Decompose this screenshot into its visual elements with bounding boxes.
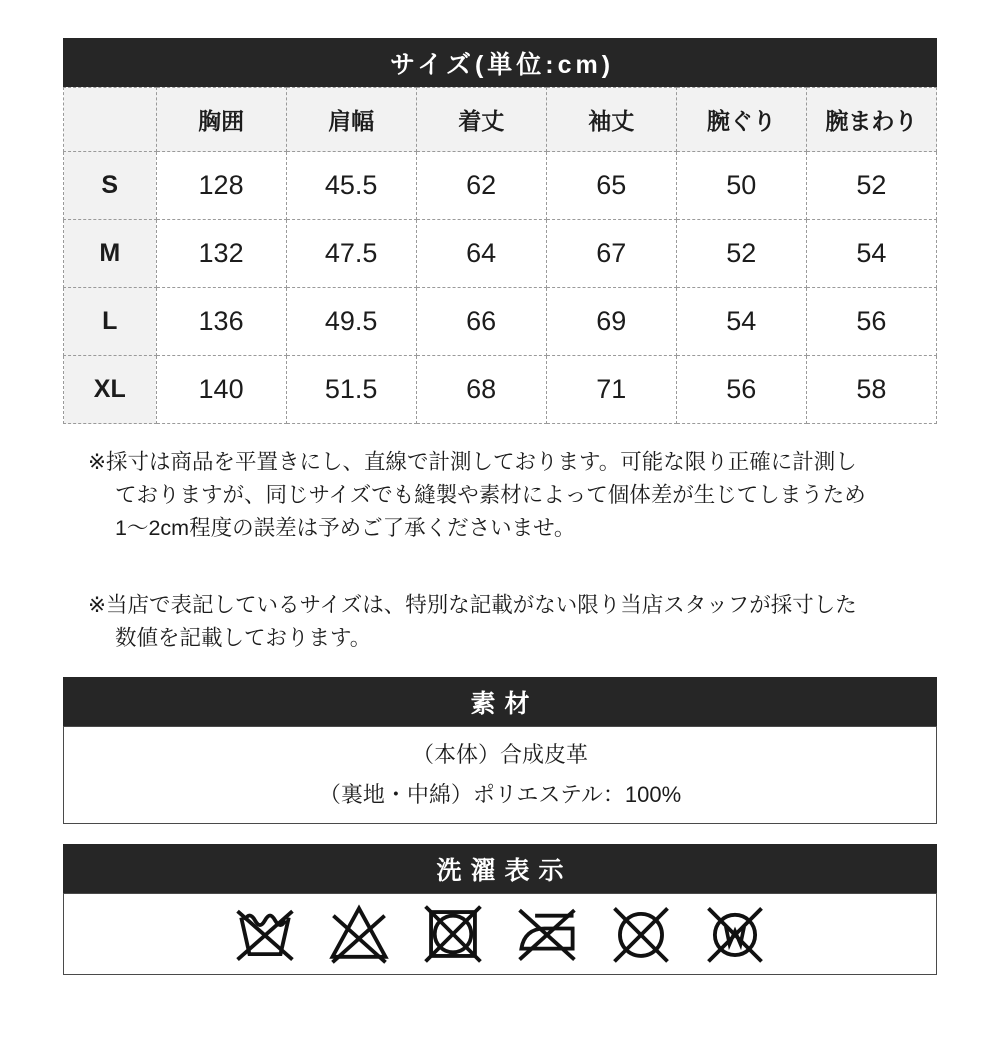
table-cell: 64 — [416, 220, 546, 288]
laundry-section-title: 洗濯表示 — [436, 856, 573, 885]
do-not-bleach-icon — [327, 902, 391, 966]
table-row-xl — [64, 356, 937, 424]
column-header-chest: 胸囲 — [156, 88, 286, 152]
note-line: 1〜2cm程度の誤差は予めご了承くださいませ。 — [115, 516, 576, 540]
table-cell: 49.5 — [286, 288, 416, 356]
table-cell: 71 — [546, 356, 676, 424]
table-row-l — [64, 288, 937, 356]
table-cell: 132 — [156, 220, 286, 288]
laundry-icons-box — [63, 893, 937, 975]
table-row-m — [64, 220, 937, 288]
material-body-line: （本体）合成皮革 — [411, 742, 588, 767]
measurement-note-1 — [63, 446, 937, 545]
table-cell: 68 — [416, 356, 546, 424]
column-header-arm-circumference: 腕まわり — [806, 88, 936, 152]
table-cell: 56 — [806, 288, 936, 356]
do-not-tumble-dry-icon — [421, 902, 485, 966]
size-section-header — [63, 38, 937, 87]
table-cell: 47.5 — [286, 220, 416, 288]
note-line: ※採寸は商品を平置きにし、直線で計測しております。可能な限り正確に計測し — [88, 450, 857, 474]
size-table-header-row — [64, 88, 937, 152]
laundry-section-header — [63, 844, 937, 893]
table-cell: 54 — [806, 220, 936, 288]
size-table-corner-cell — [64, 88, 157, 152]
material-content-box — [63, 726, 937, 824]
size-table — [63, 87, 937, 424]
table-cell: 54 — [676, 288, 806, 356]
size-chart-page — [63, 38, 937, 975]
note-line: ておりますが、同じサイズでも縫製や素材によって個体差が生じてしまうため — [115, 483, 866, 507]
table-cell: 52 — [676, 220, 806, 288]
size-label-xl: XL — [64, 356, 157, 424]
table-cell: 140 — [156, 356, 286, 424]
table-cell: 52 — [806, 152, 936, 220]
table-cell: 66 — [416, 288, 546, 356]
table-cell: 128 — [156, 152, 286, 220]
material-section-header — [63, 677, 937, 726]
column-header-armhole: 腕ぐり — [676, 88, 806, 152]
table-cell: 56 — [676, 356, 806, 424]
note-line: ※当店で表記しているサイズは、特別な記載がない限り当店スタッフが採寸した — [88, 593, 857, 617]
column-header-body-length: 着丈 — [416, 88, 546, 152]
column-header-sleeve-length: 袖丈 — [546, 88, 676, 152]
table-cell: 50 — [676, 152, 806, 220]
size-section-title: サイズ(単位:cm) — [389, 50, 615, 79]
material-section-title: 素材 — [470, 689, 539, 718]
table-cell: 69 — [546, 288, 676, 356]
do-not-iron-icon — [515, 902, 579, 966]
column-header-shoulder-width: 肩幅 — [286, 88, 416, 152]
measurement-note-2 — [63, 589, 937, 655]
do-not-wash-icon — [233, 902, 297, 966]
size-label-m: M — [64, 220, 157, 288]
table-cell: 51.5 — [286, 356, 416, 424]
table-cell: 62 — [416, 152, 546, 220]
size-label-l: L — [64, 288, 157, 356]
table-row-s — [64, 152, 937, 220]
table-cell: 45.5 — [286, 152, 416, 220]
table-cell: 67 — [546, 220, 676, 288]
do-not-dry-clean-icon — [609, 902, 673, 966]
material-lining-line: （裏地・中綿）ポリエステル：100% — [318, 782, 682, 807]
table-cell: 65 — [546, 152, 676, 220]
size-label-s: S — [64, 152, 157, 220]
note-line: 数値を記載しております。 — [115, 626, 372, 650]
do-not-wet-clean-icon — [703, 902, 767, 966]
table-cell: 58 — [806, 356, 936, 424]
table-cell: 136 — [156, 288, 286, 356]
